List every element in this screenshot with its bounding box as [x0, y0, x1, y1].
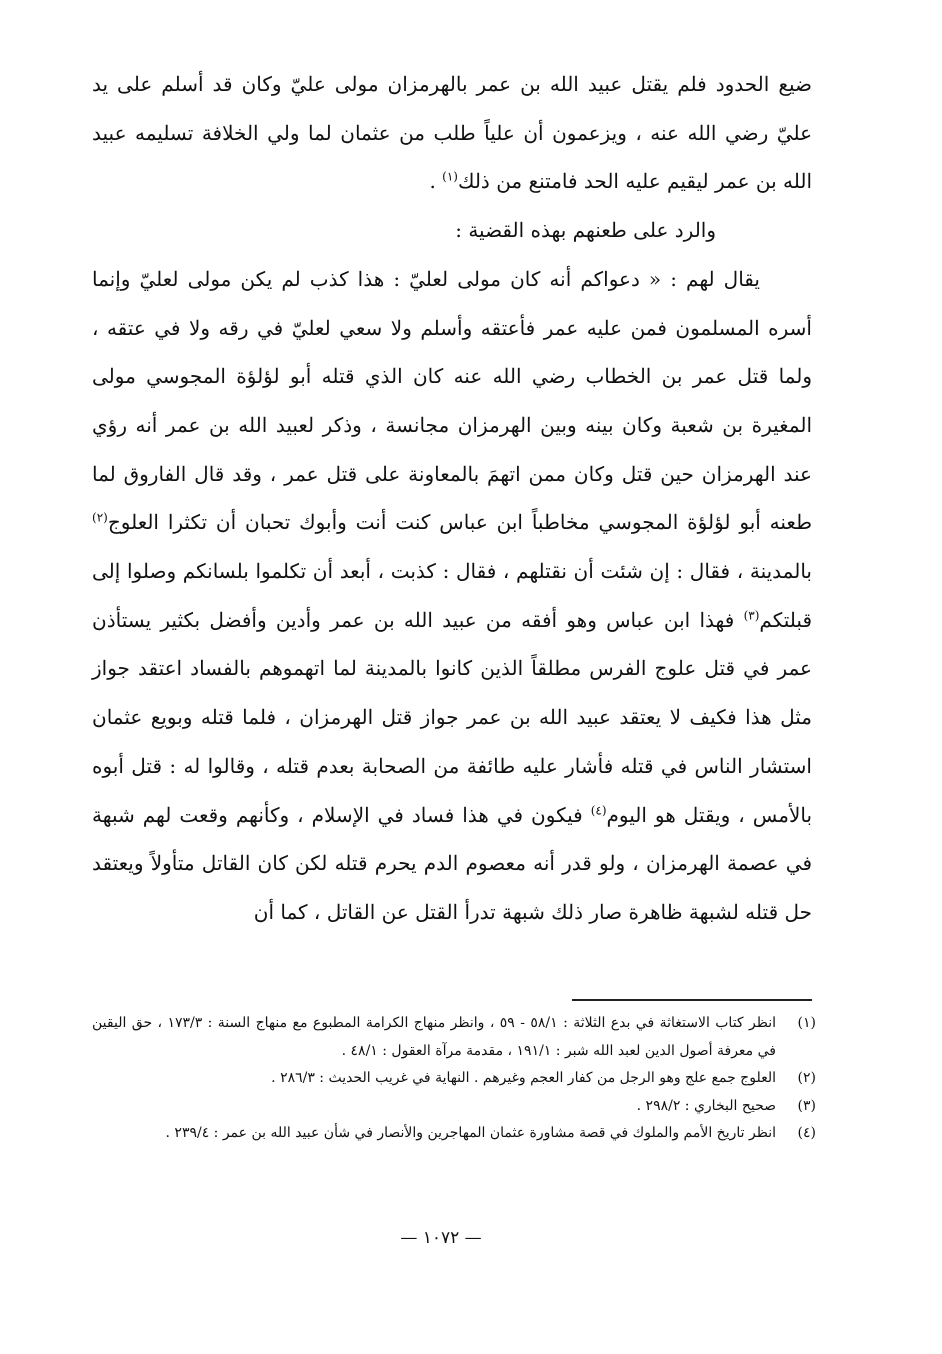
footnote-ref-1: (١) — [442, 169, 458, 184]
footnotes — [92, 1010, 816, 1148]
footnote-ref-4: (٤) — [590, 802, 607, 817]
paragraph-2-part-c: فهذا ابن عباس وهو أفقه من عبيد الله بن عمر وأدين وأفضل بكثير يستأذن عمر في قتل علوج الفرس مطلقاً الذين كانوا بالمدينة لما اتهموهم بالفساد اعتقد جواز مثل هذا فكيف لا يعتقد عبيد الله بن عمر جواز قتل الهرمزان ، فلما قتله وبويع عثمان استشار الناس في قتله فأشار عليه طائفة من الصحابة بعدم قتله ، وقالوا له : قتل أبوه بالأمس ، ويقتل هو اليوم — [92, 607, 813, 827]
footnote-number: (٤) — [797, 1125, 816, 1141]
paragraph-2-part-d: فيكون في هذا فساد في الإسلام ، وكأنهم وقعت لهم شبهة في عصمة الهرمزان ، ولو قدر أنه معصوم الدم يحرم قتله لكن كان القاتل متأولاً ويعتقد حل قتله لشبهة ظاهرة صار ذلك شبهة تدرأ القتل عن القاتل ، كما أن — [92, 802, 812, 924]
footnote-text: العلوج جمع علج وهو الرجل من كفار العجم وغيرهم . النهاية في غريب الحديث : ٢٨٦/٣ . — [271, 1070, 776, 1086]
footnote-4 — [92, 1120, 816, 1148]
footnote-number: (١) — [797, 1015, 816, 1031]
footnote-text: انظر كتاب الاستغاثة في بدع الثلاثة : ٥٨/١ - ٥٩ ، وانظر منهاج الكرامة المطبوع مع منهاج السنة : ١٧٣/٣ ، حق اليقين في معرفة أصول الدين لعبد الله شبر : ١٩١/١ ، مقدمة مرآة العقول : ٤٨/١ . — [92, 1015, 776, 1059]
footnote-ref-2: (٢) — [92, 510, 108, 525]
footnote-2 — [92, 1065, 816, 1093]
paragraph-1 — [92, 60, 812, 206]
footnote-1 — [92, 1010, 816, 1065]
footnote-ref-3: (٣) — [743, 608, 760, 623]
footnote-separator — [572, 999, 812, 1001]
main-text — [92, 60, 812, 937]
footnote-number: (٣) — [797, 1097, 816, 1114]
footnote-text: صحيح البخاري : ٢٩٨/٢ . — [636, 1097, 776, 1114]
paragraph-1-text: ضيع الحدود فلم يقتل عبيد الله بن عمر بالهرمزان مولى عليّ وكان قد أسلم على يد عليّ رضي الله عنه ، ويزعمون أن علياً طلب من عثمان لما ولي الخلافة تسليمه عبيد الله بن عمر ليقيم عليه الحد فامتنع من ذلك — [92, 72, 812, 194]
section-heading: والرد على طعنهم بهذه القضية : — [455, 218, 716, 243]
paragraph-2-part-b: بالمدينة ، فقال : إن شئت أن نقتلهم ، فقال : كذبت ، أبعد أن تكلموا بلسانكم وصلوا إلى قبلتكم — [92, 559, 813, 632]
footnote-text: انظر تاريخ الأمم والملوك في قصة مشاورة عثمان المهاجرين والأنصار في شأن عبيد الله بن عمر : ٢٣٩/٤ . — [165, 1125, 776, 1141]
paragraph-1-end: . — [429, 169, 443, 194]
paragraph-2 — [92, 255, 812, 937]
page-number: — ١٠٧٢ — — [400, 1228, 482, 1248]
footnote-3 — [92, 1093, 816, 1121]
paragraph-2-part-a: يقال لهم : « دعواكم أنه كان مولى لعليّ : هذا كذب لم يكن مولى لعليّ وإنما أسره المسلمون فمن عليه عمر فأعتقه وأسلم ولا سعي لعليّ في رقه ولا في عتقه ، ولما قتل عمر بن الخطاب رضي الله عنه كان الذي قتله أبو لؤلؤة المجوسي مولى المغيرة بن شعبة وكان بينه وبين الهرمزان مجانسة ، وذكر لعبيد الله بن عمر أنه رؤي عند الهرمزان حين قتل وكان ممن اتهمَ بالمعاونة على قتل عمر ، وقد قال الفاروق لما طعنه أبو لؤلؤة المجوسي مخاطباً ابن عباس كنت أنت وأبوك تحبان أن تكثرا العلوج — [92, 266, 813, 535]
footnote-number: (٢) — [797, 1070, 816, 1086]
